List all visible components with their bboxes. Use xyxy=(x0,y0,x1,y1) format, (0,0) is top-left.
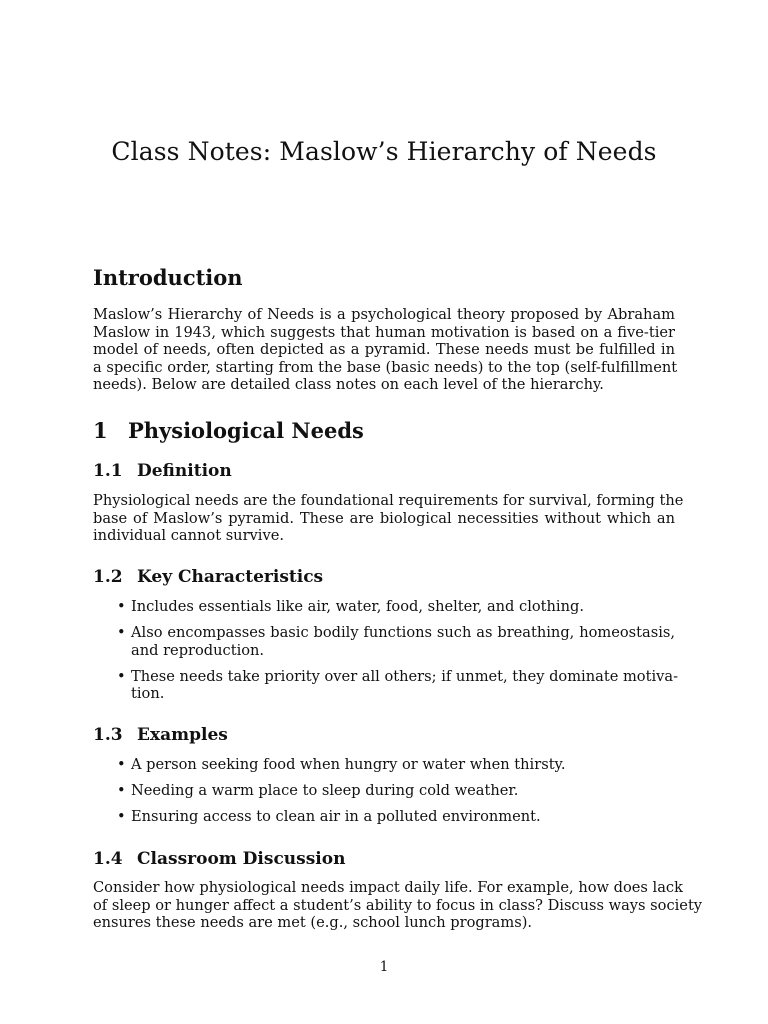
paragraph-line: ensures these needs are met (e.g., school lunch programs). xyxy=(93,914,533,932)
paragraph-line: Physiological needs are the foundational requirements for survival, forming the xyxy=(93,492,684,509)
paragraph-line: Maslow’s Hierarchy of Needs is a psychological theory proposed by Abraham xyxy=(93,306,675,323)
paragraph-line: base of Maslow’s pyramid. These are biological necessities without which an xyxy=(93,509,675,527)
list-item xyxy=(93,624,675,659)
list-item-text: and reproduction. xyxy=(131,641,265,659)
paragraph-line: needs). Below are detailed class notes on each level of the hierarchy. xyxy=(93,376,604,394)
subsection-1-1-heading xyxy=(93,459,232,483)
section-number: 1 xyxy=(93,418,108,443)
list-item-text: These needs take priority over all others; if unmet, they dominate motiva- xyxy=(131,667,679,685)
discussion-paragraph xyxy=(93,879,703,932)
paragraph-line: model of needs, often depicted as a pyramid. These needs must be fulfilled in xyxy=(93,341,675,359)
paragraph-line: individual cannot survive. xyxy=(93,527,284,545)
list-item xyxy=(93,756,675,774)
list-item-text: Also encompasses basic bodily functions such as breathing, homeostasis, xyxy=(131,624,675,642)
document-page xyxy=(93,0,703,1024)
subsection-1-4-heading xyxy=(93,847,345,871)
subsection-title: Examples xyxy=(137,725,228,745)
subsection-1-2-heading xyxy=(93,565,323,589)
examples-list xyxy=(93,756,675,834)
subsection-number: 1.3 xyxy=(93,725,123,745)
bullet-icon: • xyxy=(117,782,126,800)
characteristics-list xyxy=(93,598,679,711)
paragraph-line: Maslow in 1943, which suggests that human motivation is based on a five-tier xyxy=(93,323,675,341)
introduction-paragraph xyxy=(93,306,678,394)
list-item-text: Needing a warm place to sleep during cold weather. xyxy=(131,782,519,800)
document-title: Class Notes: Maslow’s Hierarchy of Needs xyxy=(111,137,657,166)
bullet-icon: • xyxy=(117,598,126,615)
subsection-title: Classroom Discussion xyxy=(137,849,346,869)
bullet-icon: • xyxy=(117,667,126,685)
list-item xyxy=(93,667,679,703)
introduction-heading: Introduction xyxy=(93,265,243,290)
paragraph-line: a specific order, starting from the base (basic needs) to the top (self-fulfillment xyxy=(93,358,678,376)
list-item xyxy=(93,808,675,826)
list-item-text: Includes essentials like air, water, food, shelter, and clothing. xyxy=(131,598,584,615)
section-title: Physiological Needs xyxy=(128,418,364,443)
subsection-1-3-heading xyxy=(93,723,228,747)
subsection-number: 1.2 xyxy=(93,567,123,587)
list-item xyxy=(93,782,675,800)
bullet-icon: • xyxy=(117,808,126,826)
list-item xyxy=(93,598,675,616)
bullet-icon: • xyxy=(117,756,126,773)
paragraph-line: of sleep or hunger affect a student’s ability to focus in class? Discuss ways society xyxy=(93,896,703,914)
paragraph-line: Consider how physiological needs impact daily life. For example, how does lack xyxy=(93,879,683,896)
page-number: 1 xyxy=(379,959,389,975)
definition-paragraph xyxy=(93,492,684,545)
section-1-heading xyxy=(93,417,364,445)
subsection-title: Definition xyxy=(137,461,232,481)
list-item-text: Ensuring access to clean air in a polluted environment. xyxy=(131,808,541,826)
list-item-text: tion. xyxy=(131,685,165,703)
list-item-text: A person seeking food when hungry or water when thirsty. xyxy=(131,756,566,773)
subsection-title: Key Characteristics xyxy=(137,567,324,587)
subsection-number: 1.4 xyxy=(93,849,123,869)
bullet-icon: • xyxy=(117,624,126,642)
subsection-number: 1.1 xyxy=(93,461,123,481)
